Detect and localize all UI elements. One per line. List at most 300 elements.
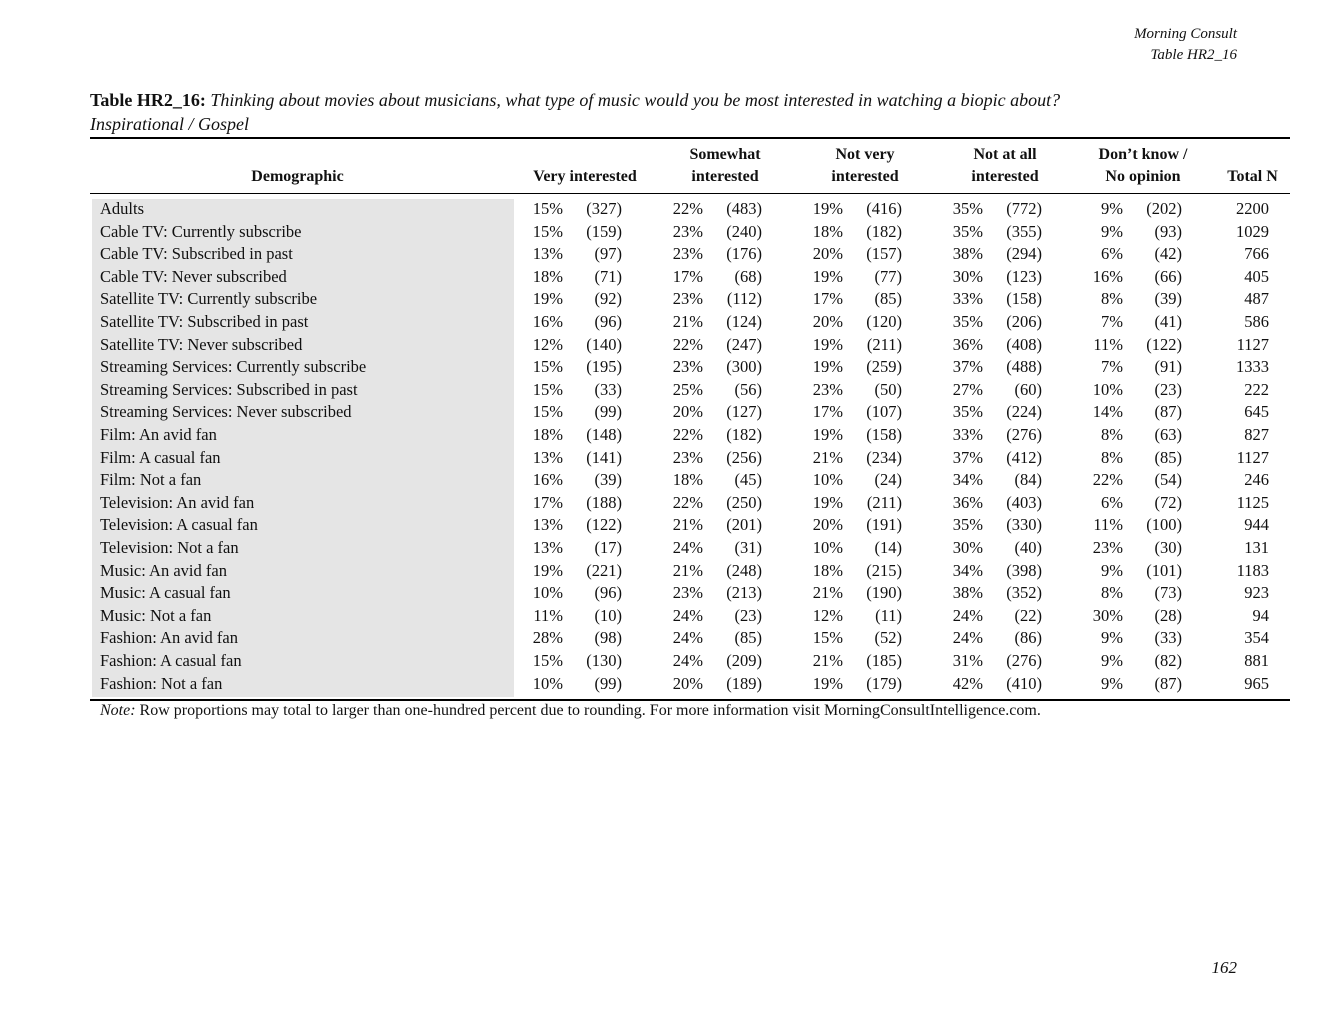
cell-percent: 9%: [1101, 199, 1123, 218]
cell-percent: 21%: [812, 651, 843, 670]
cell-percent: 17%: [812, 289, 843, 309]
cell-count: (122): [586, 515, 622, 535]
cell-percent: 35%: [952, 312, 983, 331]
cell-count: (408): [1006, 334, 1042, 354]
cell-percent: 9%: [1101, 628, 1123, 648]
cell-total-n: 923: [1244, 583, 1269, 603]
cell-count: (40): [1014, 538, 1042, 557]
table-row: [90, 288, 1290, 311]
cell-percent: 24%: [952, 628, 983, 648]
cell-count: (91): [1154, 357, 1182, 377]
cell-count: (71): [594, 266, 622, 286]
cell-percent: 11%: [1093, 515, 1123, 535]
row-label: Satellite TV: Currently subscribe: [100, 289, 318, 309]
cell-count: (410): [1006, 673, 1042, 693]
row-label: Streaming Services: Currently subscribe: [100, 357, 367, 377]
cell-percent: 23%: [812, 379, 843, 399]
col-somewhat-line1: Somewhat: [689, 146, 761, 163]
cell-percent: 9%: [1101, 673, 1123, 693]
cell-count: (141): [586, 447, 622, 467]
table-row: [90, 334, 1290, 357]
cell-count: (202): [1146, 199, 1182, 218]
table-row: [90, 514, 1290, 537]
cell-percent: 8%: [1101, 425, 1123, 444]
cell-total-n: 405: [1244, 266, 1269, 286]
cell-count: (100): [1146, 515, 1182, 535]
cell-percent: 19%: [812, 673, 843, 693]
cell-percent: 24%: [672, 628, 703, 648]
cell-count: (488): [1006, 357, 1042, 377]
cell-total-n: 1125: [1236, 492, 1269, 512]
cell-count: (85): [874, 289, 902, 309]
cell-percent: 20%: [672, 673, 703, 693]
cell-percent: 10%: [532, 583, 563, 603]
cell-percent: 15%: [532, 199, 563, 218]
cell-percent: 17%: [672, 266, 703, 286]
table-row: [90, 356, 1290, 379]
cell-percent: 28%: [532, 628, 563, 648]
cell-percent: 9%: [1101, 560, 1123, 580]
cell-percent: 20%: [812, 244, 843, 264]
cell-percent: 15%: [532, 651, 563, 670]
cell-percent: 18%: [812, 560, 843, 580]
cell-count: (73): [1154, 583, 1182, 603]
cell-percent: 35%: [952, 515, 983, 535]
top-rule: [90, 137, 1290, 139]
cell-count: (72): [1154, 492, 1182, 512]
row-label: Fashion: A casual fan: [100, 651, 242, 670]
cell-percent: 23%: [672, 221, 703, 241]
cell-count: (294): [1006, 244, 1042, 264]
cell-count: (201): [726, 515, 762, 535]
cell-percent: 35%: [952, 402, 983, 422]
cell-count: (416): [866, 199, 902, 218]
col-dk-line2: No opinion: [1105, 168, 1181, 185]
cell-percent: 14%: [1092, 402, 1123, 422]
table-row: [90, 243, 1290, 266]
col-somewhat-line2: interested: [691, 168, 759, 185]
cell-percent: 22%: [672, 334, 703, 354]
table-header: [90, 144, 1290, 192]
cell-percent: 31%: [952, 651, 983, 670]
header-org: Morning Consult: [1134, 26, 1237, 42]
cell-percent: 21%: [672, 312, 703, 331]
cell-percent: 36%: [952, 334, 983, 354]
cell-percent: 8%: [1101, 289, 1123, 309]
cell-count: (224): [1006, 402, 1042, 422]
cell-count: (158): [1006, 289, 1042, 309]
cell-count: (130): [586, 651, 622, 670]
cell-count: (159): [586, 221, 622, 241]
cell-count: (276): [1006, 425, 1042, 444]
cell-count: (179): [866, 673, 902, 693]
cell-percent: 21%: [812, 447, 843, 467]
cell-count: (182): [866, 221, 902, 241]
cell-count: (124): [726, 312, 762, 331]
table-row: [90, 424, 1290, 447]
table-row: [90, 198, 1290, 221]
cell-count: (355): [1006, 221, 1042, 241]
table-row: [90, 447, 1290, 470]
cell-percent: 15%: [532, 221, 563, 241]
cell-count: (157): [866, 244, 902, 264]
col-notatall-line1: Not at all: [973, 146, 1037, 163]
cell-count: (30): [1154, 538, 1182, 557]
cell-percent: 21%: [672, 515, 703, 535]
cell-count: (52): [874, 628, 902, 648]
cell-percent: 15%: [812, 628, 843, 648]
cell-count: (68): [734, 266, 762, 286]
cell-percent: 15%: [532, 357, 563, 377]
cell-count: (247): [726, 334, 762, 354]
cell-count: (10): [594, 605, 622, 625]
header-rule: [90, 193, 1290, 194]
row-label: Television: A casual fan: [100, 515, 258, 535]
cell-total-n: 766: [1244, 244, 1269, 264]
cell-count: (60): [1014, 379, 1042, 399]
table-row: [90, 627, 1290, 650]
cell-total-n: 131: [1244, 538, 1269, 557]
table-row: [90, 221, 1290, 244]
cell-percent: 36%: [952, 492, 983, 512]
cell-count: (39): [594, 470, 622, 490]
cell-count: (398): [1006, 560, 1042, 580]
cell-percent: 24%: [672, 651, 703, 670]
cell-percent: 19%: [812, 199, 843, 218]
cell-percent: 18%: [532, 425, 563, 444]
cell-count: (250): [726, 492, 762, 512]
cell-percent: 20%: [812, 515, 843, 535]
cell-percent: 15%: [532, 402, 563, 422]
cell-total-n: 1183: [1236, 560, 1269, 580]
table-row: [90, 379, 1290, 402]
table-row: [90, 673, 1290, 696]
note-text: Row proportions may total to larger than one-hundred percent due to rounding. For more information visit MorningConsultIntelligence.com.: [139, 702, 1041, 719]
cell-percent: 37%: [952, 447, 983, 467]
cell-count: (99): [594, 402, 622, 422]
cell-percent: 19%: [532, 560, 563, 580]
cell-total-n: 1127: [1236, 334, 1269, 354]
row-label: Film: A casual fan: [100, 447, 221, 467]
row-label: Television: Not a fan: [100, 538, 239, 557]
title-question: Thinking about movies about musicians, what type of music would you be most interested in watching a biopic about?: [210, 90, 1061, 110]
cell-percent: 17%: [532, 492, 563, 512]
col-dk-line1: Don’t know /: [1098, 146, 1188, 163]
cell-count: (101): [1146, 560, 1182, 580]
row-label: Adults: [100, 199, 145, 218]
table-row: [90, 537, 1290, 560]
row-label: Streaming Services: Never subscribed: [100, 402, 352, 422]
cell-percent: 12%: [532, 334, 563, 354]
cell-count: (50): [874, 379, 902, 399]
cell-percent: 22%: [672, 425, 703, 444]
col-total-n: Total N: [1227, 168, 1278, 185]
col-notatall-line2: interested: [971, 168, 1039, 185]
cell-count: (96): [594, 583, 622, 603]
cell-count: (483): [726, 199, 762, 218]
cell-percent: 10%: [812, 470, 843, 490]
cell-percent: 8%: [1101, 447, 1123, 467]
cell-count: (256): [726, 447, 762, 467]
cell-percent: 19%: [532, 289, 563, 309]
cell-percent: 16%: [532, 312, 563, 331]
cell-total-n: 94: [1252, 605, 1269, 625]
cell-count: (87): [1154, 673, 1182, 693]
cell-count: (66): [1154, 266, 1182, 286]
cell-count: (189): [726, 673, 762, 693]
row-label: Television: An avid fan: [100, 492, 255, 512]
cell-count: (188): [586, 492, 622, 512]
row-label: Film: Not a fan: [100, 470, 202, 490]
cell-percent: 23%: [672, 289, 703, 309]
table-row: [90, 582, 1290, 605]
cell-count: (412): [1006, 447, 1042, 467]
cell-percent: 18%: [812, 221, 843, 241]
cell-count: (24): [874, 470, 902, 490]
cell-count: (96): [594, 312, 622, 331]
cell-total-n: 645: [1244, 402, 1269, 422]
cell-percent: 20%: [672, 402, 703, 422]
cell-total-n: 354: [1244, 628, 1269, 648]
cell-total-n: 2200: [1236, 199, 1269, 218]
cell-count: (195): [586, 357, 622, 377]
cell-count: (86): [1014, 628, 1042, 648]
cell-count: (45): [734, 470, 762, 490]
cell-percent: 9%: [1101, 651, 1123, 670]
row-label: Cable TV: Currently subscribe: [100, 221, 302, 241]
cell-percent: 33%: [952, 289, 983, 309]
cell-count: (191): [866, 515, 902, 535]
cell-count: (17): [594, 538, 622, 557]
cell-count: (56): [734, 379, 762, 399]
cell-count: (99): [594, 673, 622, 693]
cell-percent: 30%: [952, 266, 983, 286]
cell-total-n: 487: [1244, 289, 1269, 309]
cell-total-n: 1127: [1236, 447, 1269, 467]
cell-count: (87): [1154, 402, 1182, 422]
cell-count: (213): [726, 583, 762, 603]
row-label: Music: Not a fan: [100, 605, 212, 625]
table-row: [90, 266, 1290, 289]
cell-count: (403): [1006, 492, 1042, 512]
cell-count: (112): [726, 289, 762, 309]
cell-percent: 22%: [1092, 470, 1123, 490]
cell-percent: 10%: [1092, 379, 1123, 399]
table-row: [90, 560, 1290, 583]
cell-count: (93): [1154, 221, 1182, 241]
cell-percent: 42%: [952, 673, 983, 693]
cell-count: (140): [586, 334, 622, 354]
cell-count: (221): [586, 560, 622, 580]
cell-percent: 16%: [1092, 266, 1123, 286]
cell-percent: 30%: [952, 538, 983, 557]
header-table-ref: Table HR2_16: [1150, 47, 1237, 63]
cell-total-n: 222: [1244, 379, 1269, 399]
page-header: [1134, 24, 1237, 66]
cell-count: (23): [1154, 379, 1182, 399]
cell-count: (28): [1154, 605, 1182, 625]
cell-count: (234): [866, 447, 902, 467]
table-note: [100, 700, 1041, 722]
cell-count: (85): [734, 628, 762, 648]
cell-percent: 24%: [672, 605, 703, 625]
page-number: 162: [1211, 958, 1237, 977]
cell-total-n: 1029: [1236, 221, 1269, 241]
cell-percent: 19%: [812, 357, 843, 377]
cell-count: (209): [726, 651, 762, 670]
cell-percent: 17%: [812, 402, 843, 422]
cell-count: (122): [1146, 334, 1182, 354]
cell-count: (22): [1014, 605, 1042, 625]
cell-count: (185): [866, 651, 902, 670]
cell-percent: 20%: [812, 312, 843, 331]
table-row: [90, 605, 1290, 628]
cell-count: (41): [1154, 312, 1182, 331]
cell-total-n: 827: [1244, 425, 1269, 444]
cell-percent: 13%: [532, 447, 563, 467]
cell-percent: 6%: [1101, 492, 1123, 512]
cell-count: (276): [1006, 651, 1042, 670]
cell-count: (352): [1006, 583, 1042, 603]
cell-percent: 7%: [1101, 312, 1123, 331]
cell-count: (54): [1154, 470, 1182, 490]
cell-percent: 38%: [952, 583, 983, 603]
cell-count: (14): [874, 538, 902, 557]
row-label: Film: An avid fan: [100, 425, 217, 444]
cell-percent: 16%: [532, 470, 563, 490]
cell-percent: 35%: [952, 221, 983, 241]
cell-percent: 30%: [1092, 605, 1123, 625]
cell-percent: 23%: [1092, 538, 1123, 557]
title-label: Table HR2_16:: [90, 90, 206, 110]
cell-percent: 35%: [952, 199, 983, 218]
cell-count: (42): [1154, 244, 1182, 264]
cell-percent: 34%: [952, 470, 983, 490]
table-row: [90, 401, 1290, 424]
table-row: [90, 311, 1290, 334]
cell-count: (120): [866, 312, 902, 331]
cell-count: (33): [594, 379, 622, 399]
cell-percent: 21%: [812, 583, 843, 603]
cell-percent: 10%: [812, 538, 843, 557]
cell-total-n: 965: [1244, 673, 1269, 693]
cell-percent: 23%: [672, 244, 703, 264]
cell-percent: 9%: [1101, 221, 1123, 241]
cell-count: (148): [586, 425, 622, 444]
cell-percent: 38%: [952, 244, 983, 264]
table-row: [90, 492, 1290, 515]
cell-percent: 21%: [672, 560, 703, 580]
cell-count: (97): [594, 244, 622, 264]
cell-count: (300): [726, 357, 762, 377]
cell-percent: 8%: [1101, 583, 1123, 603]
cell-percent: 15%: [532, 379, 563, 399]
cell-percent: 24%: [952, 605, 983, 625]
cell-count: (63): [1154, 425, 1182, 444]
cell-count: (158): [866, 425, 902, 444]
cell-count: (107): [866, 402, 902, 422]
row-label: Music: An avid fan: [100, 560, 227, 580]
cell-total-n: 246: [1244, 470, 1269, 490]
note-label: Note:: [100, 702, 136, 719]
cell-percent: 19%: [812, 334, 843, 354]
title-subtitle: Inspirational / Gospel: [90, 114, 250, 134]
cell-percent: 13%: [532, 515, 563, 535]
cell-count: (33): [1154, 628, 1182, 648]
cell-count: (206): [1006, 312, 1042, 331]
cell-percent: 11%: [1093, 334, 1123, 354]
cell-percent: 27%: [952, 379, 983, 399]
row-label: Fashion: Not a fan: [100, 673, 223, 693]
col-demographic: Demographic: [251, 168, 344, 185]
cell-percent: 23%: [672, 357, 703, 377]
cell-count: (39): [1154, 289, 1182, 309]
cell-percent: 7%: [1101, 357, 1123, 377]
col-notvery-line2: interested: [831, 168, 899, 185]
cell-count: (23): [734, 605, 762, 625]
cell-percent: 23%: [672, 447, 703, 467]
cell-total-n: 944: [1244, 515, 1269, 535]
cell-percent: 18%: [672, 470, 703, 490]
cell-percent: 18%: [532, 266, 563, 286]
cell-percent: 24%: [672, 538, 703, 557]
cell-count: (211): [866, 334, 902, 354]
cell-percent: 10%: [532, 673, 563, 693]
row-label: Cable TV: Subscribed in past: [100, 244, 293, 264]
cell-count: (82): [1154, 651, 1182, 670]
cell-percent: 25%: [672, 379, 703, 399]
cell-total-n: 1333: [1236, 357, 1269, 377]
cell-total-n: 586: [1244, 312, 1269, 331]
cell-percent: 6%: [1101, 244, 1123, 264]
cell-count: (127): [726, 402, 762, 422]
cell-percent: 34%: [952, 560, 983, 580]
cell-percent: 22%: [672, 492, 703, 512]
cell-count: (92): [594, 289, 622, 309]
cell-percent: 22%: [672, 199, 703, 218]
cell-percent: 11%: [533, 605, 563, 625]
cell-count: (176): [726, 244, 762, 264]
cell-percent: 12%: [812, 605, 843, 625]
col-notvery-line1: Not very: [835, 146, 895, 163]
cell-percent: 13%: [532, 538, 563, 557]
cell-percent: 19%: [812, 492, 843, 512]
cell-count: (85): [1154, 447, 1182, 467]
cell-count: (248): [726, 560, 762, 580]
row-label: Satellite TV: Subscribed in past: [100, 312, 309, 331]
cell-count: (11): [875, 605, 902, 625]
table-title: [90, 88, 1240, 136]
cell-count: (330): [1006, 515, 1042, 535]
row-label: Music: A casual fan: [100, 583, 231, 603]
cell-count: (190): [866, 583, 902, 603]
cell-count: (84): [1014, 470, 1042, 490]
cell-percent: 13%: [532, 244, 563, 264]
row-label: Fashion: An avid fan: [100, 628, 238, 648]
cell-count: (31): [734, 538, 762, 557]
cell-percent: 19%: [812, 425, 843, 444]
cell-count: (772): [1006, 199, 1042, 218]
row-label: Streaming Services: Subscribed in past: [100, 379, 358, 399]
cell-count: (98): [594, 628, 622, 648]
cell-percent: 19%: [812, 266, 843, 286]
row-label: Satellite TV: Never subscribed: [100, 334, 303, 354]
table-row: [90, 469, 1290, 492]
cell-count: (240): [726, 221, 762, 241]
col-very-interested: Very interested: [533, 168, 637, 185]
cell-total-n: 881: [1244, 651, 1269, 670]
cell-percent: 37%: [952, 357, 983, 377]
